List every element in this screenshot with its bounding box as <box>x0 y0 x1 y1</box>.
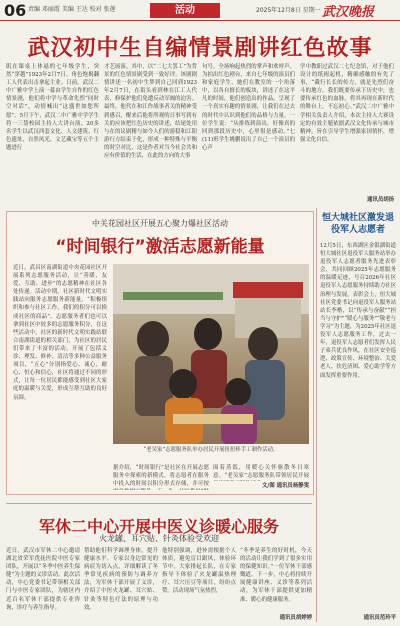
section-divider <box>6 503 312 504</box>
sidebar-body: 12月5日，东西湖区金银湖街道恒大城社区退役军人服务站举办退役军人志愿者服务先进表彰会，共同回顾2025年志愿服务的温暖足迹，号召2026年社区退役军人志愿服务持续助力社区治理与发展。表彰会上，恒大城社区党委书记向退役军人服务站站长李楷，以“传承与奋献”“担当与守护”“暖心与服务”“敬老与学习”为主题，为2025年社区退役军人志愿服务工作，过去一年，退役军人志愿者们发挥人民子弟兵优良作风，在社区安全巡逻、政策宣传、环境整治、关爱老人、扶危济困、爱心助学等方面发挥重要作用。 <box>320 243 396 379</box>
article3-credit: 通讯员胡婷婷 <box>279 615 312 621</box>
feature-photo <box>113 264 309 444</box>
article1-col4: 学中教职过武汉二七纪念馆，对于他们设计的纸揭起机，精确感触的有先了事，“截行长长的传力，就是先烈们奋斗的地方。我们既要传承下历史中，也要传承红色的血脉，将其再现在新时代的舞台上，不忘初心。”武汉二中广雅中学相关负责人介绍，本次主持人大赛设定的有效主题依据武汉文化传承与城市精神，旨在引导学生增强家国情怀，增强文化自信。 <box>300 64 394 143</box>
event-photo-illustration <box>113 264 309 444</box>
article1-title: 武汉初中生自编情景剧讲红色故事 <box>27 36 373 61</box>
article3-title: 军休二中心开展中医义诊暖心服务 <box>38 517 279 536</box>
article3-subtitle: 火龙罐、耳穴贴、针灸体验受欢迎 <box>99 534 219 543</box>
column-divider <box>316 208 317 622</box>
feature-bottom-mid: 据介绍，“时间银行”是社区在开展志愿服务中探索的新模式，将志愿者在服务中投入的时间以积分形式存储，并可按 <box>113 465 209 488</box>
feature-left-col: 近日，武昌区南湖街道中央花园社区开展系列志愿服务活动，让“善暖、友爱、互助、进步”的志愿精神在社区各处传递。活动中期，社区新时代文明实践站向服务志愿服务新能量，“积极组织和参与社区工作，我们的积分可以换成社区的商品”。志愿服务者们也可以拿到社区中较多的志愿服务积分，在这些活动中，社区的新时代文明实践站联合南湖街道的相关部门，为社区的居民们带来了丰富的活动，开展了包括义诊、理发、修补、清洁等多种公益服务项目，“五心”分别指爱心、诚心、耐心、恒心和信心，社区将通过不同的形式，让每一位居民都能感受到社区大家庭的温暖与关爱，形成互帮互助的良好氛围。 <box>13 265 107 401</box>
feature-title: “时间银行”激活志愿新能量 <box>55 237 265 257</box>
issue-date: 2025年12月8日 星期一 <box>256 7 321 14</box>
masthead-logo: 武汉晚报 <box>322 5 375 20</box>
article1-col1: 肌在课桌上体悬的七年级学生，突然“穿越”1923年2月7日。角色饱揭翻工人代表出击拿起主业。日前，武汉二中广雅中学上演一幕由学生自作的红色情景剧，他们将中学与革命先烈“同时空对话”，动情喊出“这盛世如您所愿”。5月下午，武汉二中广雅中学学生将一三袋校园主持人大讲台演，20多名学生以武汉西套文化、人文建筑、红色遗址、自然风光、文艺藏宝等五个主题进行 <box>6 64 99 151</box>
page-header <box>0 0 400 21</box>
page-number: 06 <box>4 1 27 20</box>
article1-col2: 才艺展演。其中，以“二七大罢工”为背景的红色情景剧受到一致好评。该剧剧情讲述一名初中生梦到自己回到1923年2月7日，在街头看到林在江工人代表，修保护他们免遭反动军阀的迫害。最终，他代在和江作战事者关的精神受到感召，醒来后他将所观的日事写到有关的应该把红色历史的讲述，结尾处用与在的议剧精与如今人们的游稳和江阳游行方结束于化，形成一种特殊与平衡的时空对比，这是作者对当今社会共和应有价值的生活，在此的方向的大事 <box>104 64 197 160</box>
article3-col3: 他特别强调，进补需根据个人体质，避免盲目跟风，体验环节中，大家排起长队，在专家指导下体验了火龙罐温热理疗、耳穴压豆等项目，纷纷点赞。活动现场气氛热烈， <box>162 548 236 595</box>
article3-col1: 近日，武汉市军休二中心邀请湖北省荣军优抚医院中医专家团队，开展以“冬季中医养生保健”为主题的义诊活动。此次活动，中心党委书记带领相关部门与中医专家团队，为辖区内近百名军休干部提供专业咨询、诊疗与养生指导。 <box>6 548 80 611</box>
article3-col4: “冬季是养生的好时机，今天的活动让我们学到了很多实用的保健知识。”一位军休干部感慨道。下一步，中心将持续开展健康讲座、义诊等系列活动，为军休干部提供更加精准、暖心的健康服务。 <box>240 548 312 603</box>
feature-bottom-right: 围着蒸饭，用暖心关怀驱散冬日寒意。“老吴家”志愿服务队带领居民开展 <box>213 465 309 480</box>
feature-kicker: 中关花园社区开展五心聚力爆社区活动 <box>92 219 228 228</box>
feature-box <box>6 211 314 495</box>
feature-photo-caption: “老吴家”志愿服务队举办居民开展扭扭棒手工制作活动。 <box>143 447 279 453</box>
article1-col3: 句号，全场响起热烈的掌声和欢呼声。为拍出红色剧台，来自七年级的演员们和家庭学生，她们在教室的一个角落中，以各自擅长的板块，讲述了在这平凡的时间，他们创造出的作品，呈现了一个真实有趣的情景剧，让我们在过去的时代中认识到他们的品格与力量。一位学生说：“从排练到演出，好像真的回到那段历史中，心里很是感动。”七(11)班学生姚鹏说出了自己一个演员的心声 <box>202 64 295 151</box>
feature-credit: 文/图 通讯员杨静雯 <box>262 483 309 489</box>
article3-col2: 帮助他们科学调理身体，提升健康水平。专家以身边常见的病症为切入点，详细解读了冬季常见疾病的预防与调养方法，为军休干部开展了义诊，介绍了中医火龙罐、耳穴贴、针灸等特色疗法的原理与功效。 <box>84 548 158 611</box>
editors-line: 责编 邓丽霞 美编 王达 校对 张莲 <box>28 6 116 13</box>
sidebar-credit: 通讯员范玲平 <box>363 615 396 621</box>
article1-credit: 通讯员胡扬 <box>367 197 394 203</box>
sidebar-title: 恒大城社区激发退役军人志愿者 <box>321 213 394 235</box>
section-badge: 活动 <box>150 3 220 18</box>
